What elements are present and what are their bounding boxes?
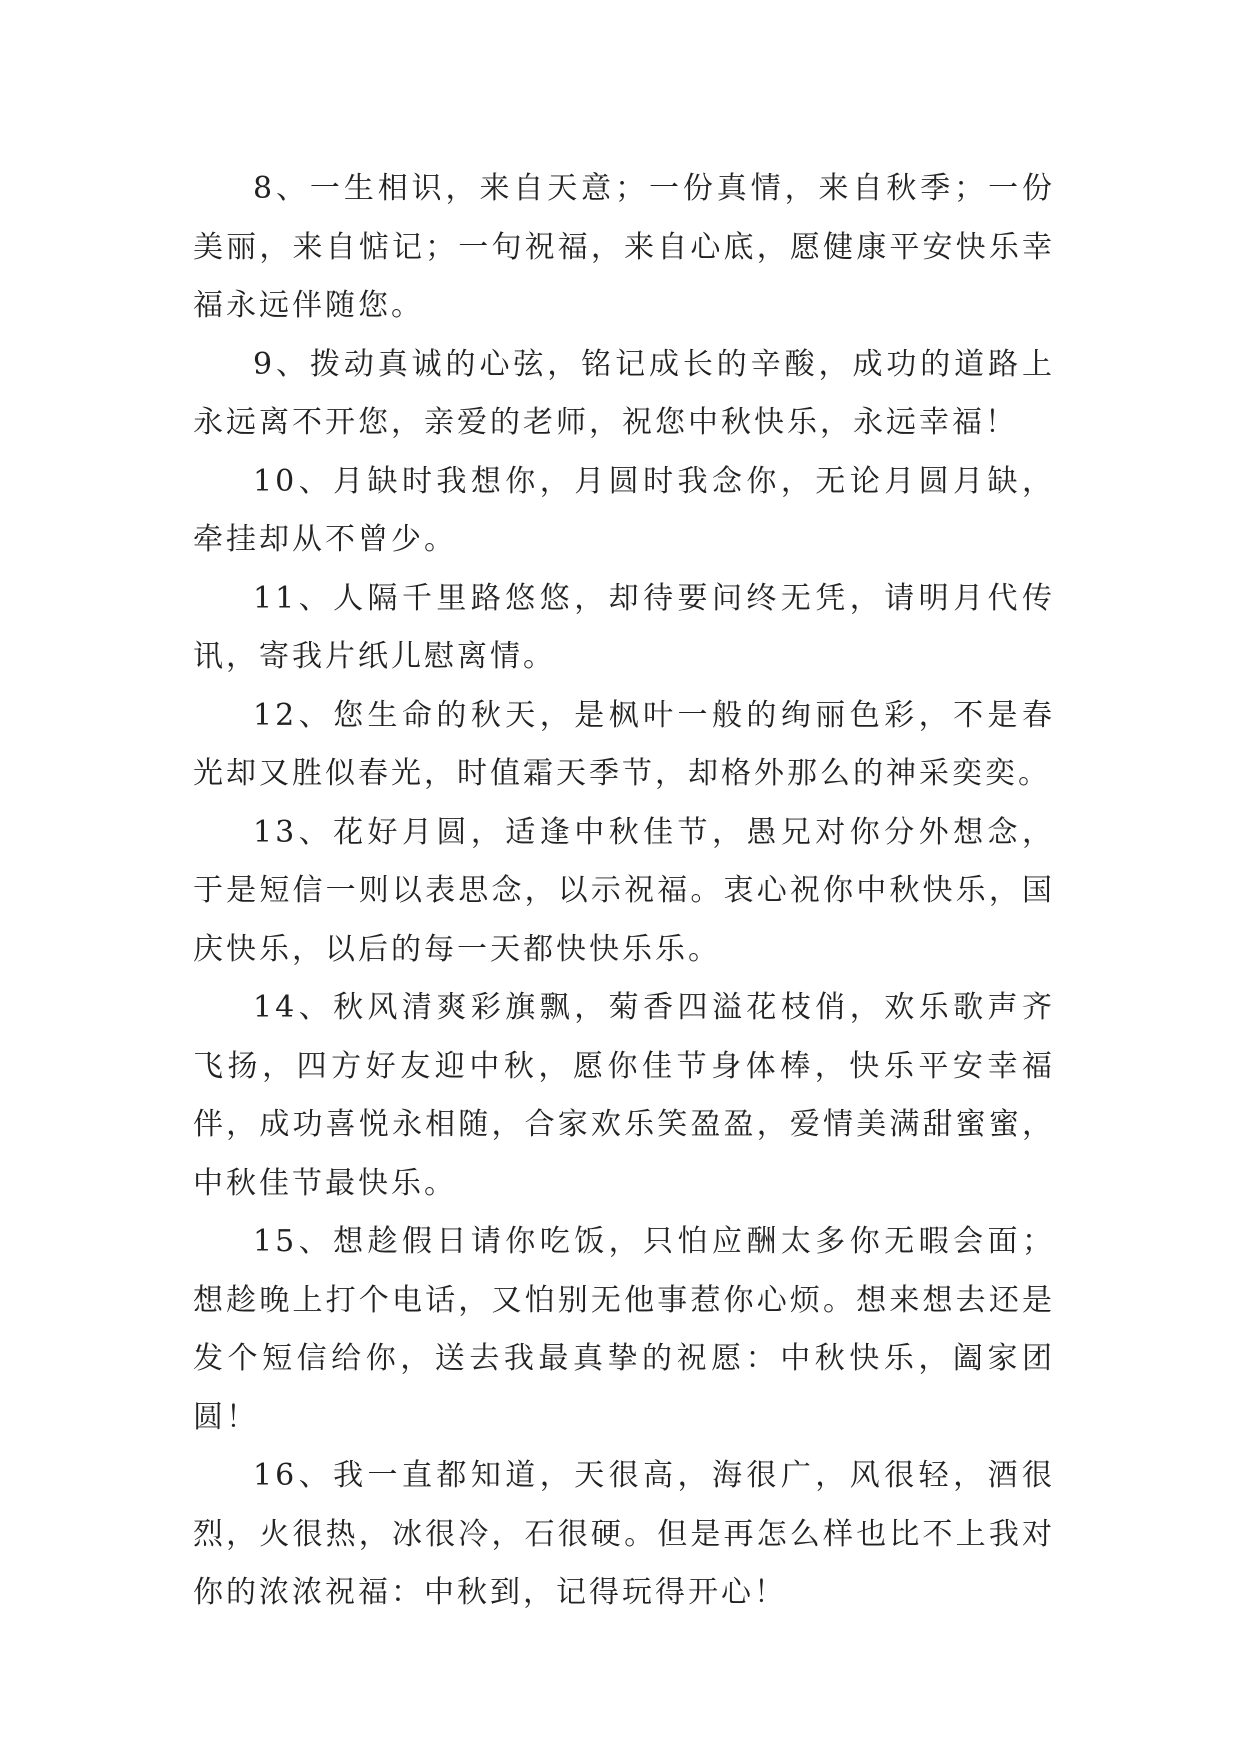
paragraph-11: 11、人隔千里路悠悠，却待要问终无凭，请明月代传讯，寄我片纸儿慰离情。 [193, 580, 1055, 674]
paragraph-9: 9、拨动真诚的心弦，铭记成长的辛酸，成功的道路上永远离不开您，亲爱的老师，祝您中秋快乐，永远幸福！ [193, 346, 1055, 440]
paragraph-8: 8、一生相识，来自天意；一份真情，来自秋季；一份美丽，来自惦记；一句祝福，来自心底，愿健康平安快乐幸福永远伴随您。 [193, 171, 1055, 323]
paragraph-15: 15、想趁假日请你吃饭，只怕应酬太多你无暇会面；想趁晚上打个电话，又怕别无他事惹你心烦。想来想去还是发个短信给你，送去我最真挚的祝愿：中秋快乐，阖家团圆！ [193, 1224, 1055, 1435]
paragraph-14: 14、秋风清爽彩旗飘，菊香四溢花枝俏，欢乐歌声齐飞扬，四方好友迎中秋，愿你佳节身体棒，快乐平安幸福伴，成功喜悦永相随，合家欢乐笑盈盈，爱情美满甜蜜蜜，中秋佳节最快乐。 [193, 990, 1055, 1201]
paragraph-16: 16、我一直都知道，天很高，海很广，风很轻，酒很烈，火很热，冰很冷，石很硬。但是再怎么样也比不上我对你的浓浓祝福：中秋到，记得玩得开心！ [193, 1458, 1055, 1610]
paragraph-12: 12、您生命的秋天，是枫叶一般的绚丽色彩，不是春光却又胜似春光，时值霜天季节，却格外那么的神采奕奕。 [193, 697, 1055, 791]
paragraph-13: 13、花好月圆，适逢中秋佳节，愚兄对你分外想念，于是短信一则以表思念，以示祝福。衷心祝你中秋快乐，国庆快乐，以后的每一天都快快乐乐。 [193, 814, 1055, 967]
paragraph-10: 10、月缺时我想你，月圆时我念你，无论月圆月缺，牵挂却从不曾少。 [193, 463, 1055, 557]
document-body [193, 160, 1055, 1623]
